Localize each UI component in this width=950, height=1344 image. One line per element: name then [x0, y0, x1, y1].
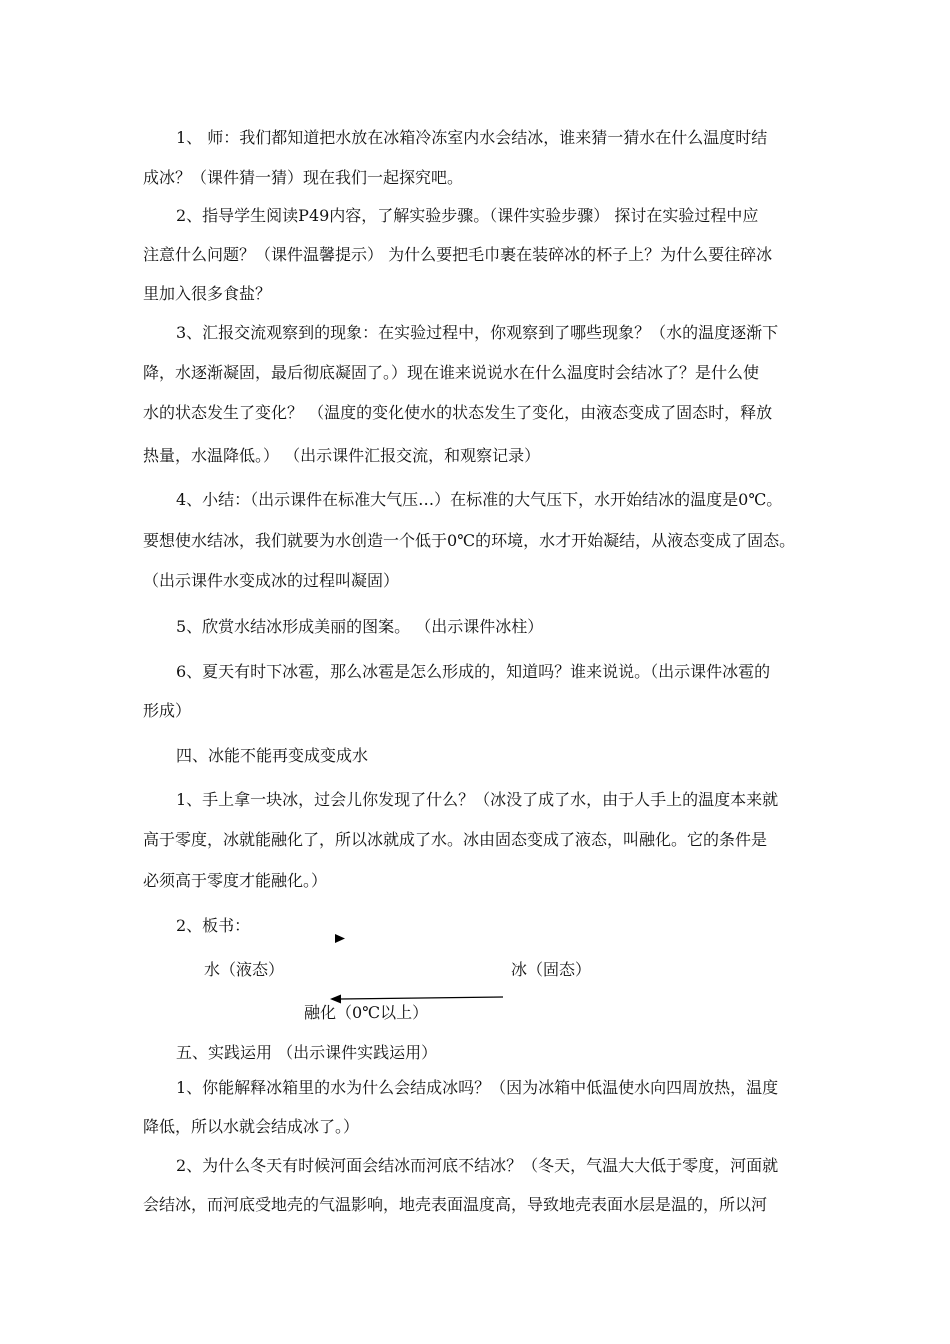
paragraph-line: 降低，所以水就会结成冰了。）: [143, 1117, 360, 1136]
paragraph-line: 会结冰，而河底受地壳的气温影响，地壳表面温度高，导致地壳表面水层是温的，所以河: [143, 1195, 768, 1214]
paragraph-line: 2、板书：: [176, 916, 251, 935]
water-liquid-label: 水（液态）: [204, 960, 285, 979]
paragraph-line: 3、汇报交流观察到的现象：在实验过程中，你观察到了哪些现象？（水的温度逐渐下: [176, 323, 779, 342]
ice-solid-label: 冰（固态）: [511, 960, 592, 979]
paragraph-line: 必须高于零度才能融化。）: [143, 871, 328, 890]
paragraph-line: 里加入很多食盐？: [143, 284, 272, 303]
paragraph-line: 4、小结：（出示课件在标准大气压…）在标准的大气压下，水开始结冰的温度是0℃。: [176, 490, 783, 509]
paragraph-line: 要想使水结冰，我们就要为水创造一个低于0℃的环境，水才开始凝结，从液态变成了固态。: [143, 531, 796, 550]
paragraph-line: 6、夏天有时下冰雹，那么冰雹是怎么形成的，知道吗？谁来说说。（出示课件冰雹的: [176, 662, 771, 681]
melt-arrow-line: [340, 997, 503, 999]
section-heading: 五、实践运用 （出示课件实践运用）: [176, 1043, 438, 1062]
paragraph-line: 1、你能解释冰箱里的水为什么会结成冰吗？（因为冰箱中低温使水向四周放热，温度: [176, 1078, 779, 1097]
melting-label: 融化（0℃以上）: [304, 1003, 429, 1022]
paragraph-line: 5、欣赏水结冰形成美丽的图案。 （出示课件冰柱）: [176, 617, 544, 636]
melt-arrowhead-icon: [330, 995, 341, 1004]
paragraph-line: 水的状态发生了变化？ （温度的变化使水的状态发生了变化，由液态变成了固态时，释放: [143, 403, 773, 422]
paragraph-line: 2、为什么冬天有时候河面会结冰而河底不结冰？（冬天，气温大大低于零度，河面就: [176, 1156, 779, 1175]
paragraph-line: 形成）: [143, 701, 192, 720]
paragraph-line: 2、指导学生阅读P49内容，了解实验步骤。（课件实验步骤） 探讨在实验过程中应: [176, 206, 759, 225]
paragraph-line: 注意什么问题？（课件温馨提示） 为什么要把毛巾裹在装碎冰的杯子上？为什么要往碎冰: [143, 245, 773, 264]
paragraph-line: （出示课件水变成冰的过程叫凝固）: [143, 571, 400, 590]
section-heading: 四、冰能不能再变成变成水: [176, 746, 369, 765]
paragraph-line: 热量，水温降低。） （出示课件汇报交流，和观察记录）: [143, 446, 541, 465]
paragraph-line: 成冰？（课件猜一猜）现在我们一起探究吧。: [143, 168, 464, 187]
freeze-arrowhead-icon: [335, 934, 345, 943]
paragraph-line: 高于零度，冰就能融化了，所以冰就成了水。冰由固态变成了液态，叫融化。它的条件是: [143, 830, 768, 849]
paragraph-line: 降，水逐渐凝固，最后彻底凝固了。）现在谁来说说水在什么温度时会结冰了？是什么使: [143, 363, 760, 382]
paragraph-line: 1、手上拿一块冰，过会儿你发现了什么？（冰没了成了水，由于人手上的温度本来就: [176, 790, 779, 809]
paragraph-line: 1、 师：我们都知道把水放在冰箱冷冻室内水会结冰，谁来猜一猜水在什么温度时结: [176, 128, 768, 147]
